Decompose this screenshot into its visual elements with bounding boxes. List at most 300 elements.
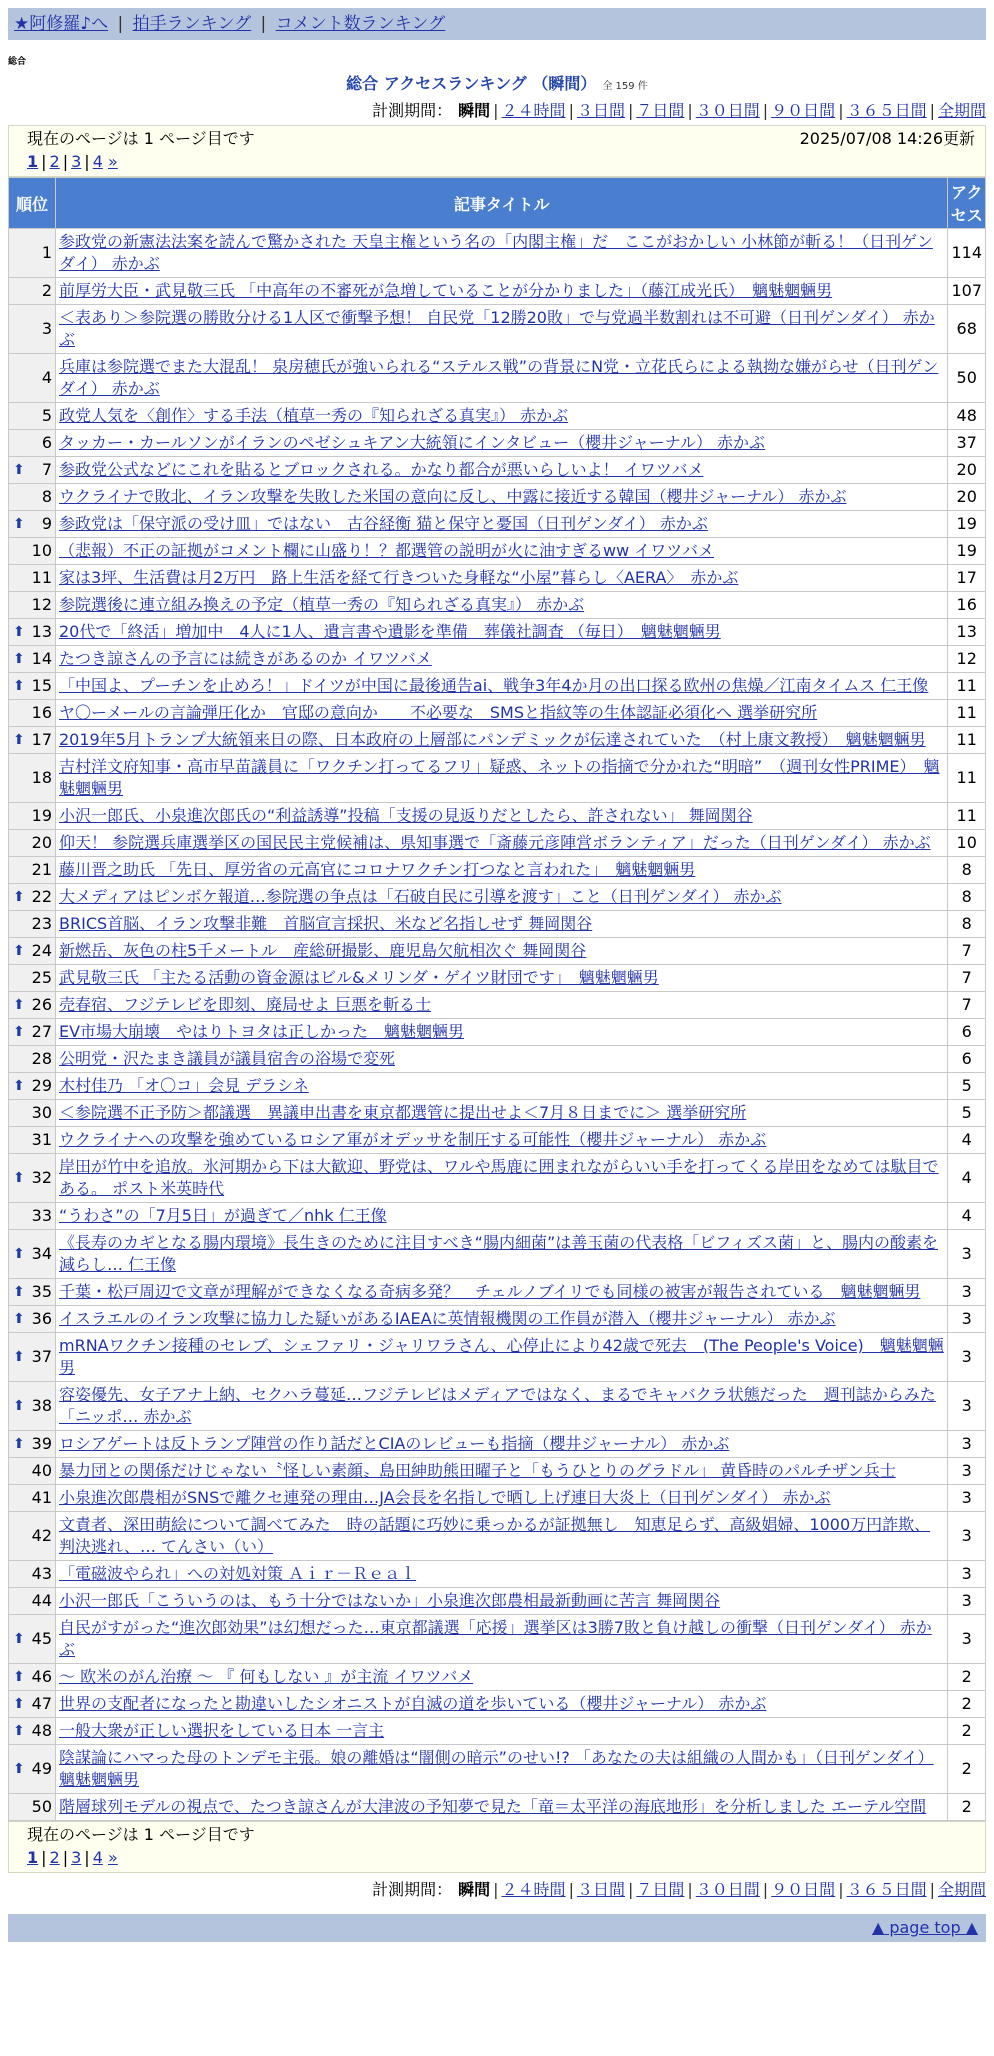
article-title-link[interactable]: 吉村洋文府知事・高市早苗議員に「ワクチン打ってるフリ」疑惑、ネットの指摘で分かれた“明暗” （週刊女性PRIME） 魑魅魍魎男	[59, 757, 940, 798]
article-title-link[interactable]: 陰謀論にハマった母のトンデモ主張。娘の離婚は“闇側の暗示”のせい!? 「あなたの夫は組織の人間かも」（日刊ゲンダイ）魑魅魍魎男	[59, 1748, 934, 1789]
article-title-link[interactable]: mRNAワクチン接種のセレブ、シェファリ・ジャリワラさん、心停止により42歳で死去 (The People's Voice) 魑魅魍魎男	[59, 1336, 944, 1377]
period-option-link[interactable]: ３０日間	[695, 101, 760, 120]
rank-cell	[9, 619, 56, 646]
rank-number: 35	[31, 1282, 52, 1301]
page-info-bottom	[8, 1821, 986, 1873]
rank-number: 7	[41, 460, 52, 479]
rank-number: 6	[41, 433, 52, 452]
rank-number: 37	[31, 1347, 52, 1366]
rank-cell	[9, 857, 56, 884]
rank-number: 3	[41, 319, 52, 338]
period-separator: |	[838, 1880, 844, 1899]
article-title-link[interactable]: タッカー・カールソンがイランのペゼシュキアン大統領にインタビュー（櫻井ジャーナル） 赤かぶ	[59, 433, 766, 452]
page-link-current[interactable]: 1	[27, 1848, 39, 1867]
rank-number: 29	[31, 1076, 52, 1095]
rank-number: 17	[31, 730, 52, 749]
access-count: 5	[948, 1100, 986, 1127]
article-title-link[interactable]: 家は3坪、生活費は月2万円 路上生活を経て行きついた身軽な“小屋”暮らし〈AERA〉 赤かぶ	[59, 568, 739, 587]
rank-cell	[9, 1718, 56, 1745]
title-cell	[56, 646, 948, 673]
rank-number: 43	[31, 1564, 52, 1583]
rank-number: 12	[31, 595, 52, 614]
access-count: 13	[948, 619, 986, 646]
access-count: 7	[948, 938, 986, 965]
rank-number: 40	[31, 1461, 52, 1480]
rank-number: 34	[31, 1244, 52, 1263]
rank-number: 41	[31, 1488, 52, 1507]
period-current: 瞬間	[458, 1880, 491, 1899]
period-option-link[interactable]: ９０日間	[771, 101, 836, 120]
period-options	[490, 1880, 986, 1899]
title-cell	[56, 592, 948, 619]
access-count: 7	[948, 965, 986, 992]
access-count: 2	[948, 1794, 986, 1821]
article-title-link[interactable]: ＜表あり＞参院選の勝敗分ける1人区で衝撃予想！ 自民党「12勝20敗」で与党過半数割れは不可避（日刊ゲンダイ） 赤かぶ	[59, 308, 935, 349]
rank-cell	[9, 1100, 56, 1127]
rank-cell	[9, 911, 56, 938]
table-row	[9, 1745, 986, 1794]
access-count: 2	[948, 1664, 986, 1691]
access-count: 8	[948, 911, 986, 938]
article-title-link[interactable]: ウクライナで敗北、イラン攻撃を失敗した米国の意向に反し、中露に接近する韓国（櫻井ジャーナル） 赤かぶ	[59, 487, 847, 506]
page-link-current[interactable]: 1	[27, 152, 39, 171]
up-arrow-icon: ⬆	[13, 462, 25, 478]
table-row	[9, 1664, 986, 1691]
title-cell	[56, 1203, 948, 1230]
article-title-link[interactable]: ウクライナへの攻撃を強めているロシア軍がオデッサを制圧する可能性（櫻井ジャーナル） 赤かぶ	[59, 1130, 767, 1149]
rank-cell	[9, 830, 56, 857]
table-row	[9, 1154, 986, 1203]
page-link[interactable]: 3	[71, 1848, 82, 1867]
table-row	[9, 1046, 986, 1073]
access-count: 4	[948, 1127, 986, 1154]
period-option-link[interactable]: ３６５日間	[846, 101, 927, 120]
rank-cell	[9, 354, 56, 403]
rank-number: 30	[31, 1103, 52, 1122]
article-title-link[interactable]: 売春宿、フジテレビを即刻、廃局せよ 巨悪を斬る士	[59, 995, 432, 1014]
access-count: 20	[948, 457, 986, 484]
table-row	[9, 565, 986, 592]
pager-separator: |	[84, 1848, 90, 1867]
title-cell	[56, 278, 948, 305]
access-count: 3	[948, 1512, 986, 1561]
ranking-table	[8, 177, 986, 1821]
access-count: 20	[948, 484, 986, 511]
article-title-link[interactable]: 参院選後に連立組み換えの予定（植草一秀の『知られざる真実』） 赤かぶ	[59, 595, 585, 614]
period-separator: |	[627, 1880, 634, 1899]
current-page-text: 現在のページは 1 ページ目です	[27, 1825, 255, 1844]
up-arrow-icon: ⬆	[13, 1349, 25, 1365]
title-cell	[56, 1279, 948, 1306]
rank-cell	[9, 646, 56, 673]
next-page-link[interactable]: »	[107, 152, 118, 171]
table-row	[9, 484, 986, 511]
access-count: 19	[948, 538, 986, 565]
title-cell	[56, 1333, 948, 1382]
title-cell	[56, 457, 948, 484]
rank-number: 1	[41, 243, 52, 262]
top-nav-bar	[8, 8, 986, 40]
access-count: 7	[948, 992, 986, 1019]
page-link[interactable]: 4	[92, 152, 103, 171]
up-arrow-icon: ⬆	[13, 624, 25, 640]
rank-cell	[9, 1073, 56, 1100]
table-row	[9, 911, 986, 938]
access-count: 19	[948, 511, 986, 538]
title-cell	[56, 1382, 948, 1431]
article-title-link[interactable]: 文責者、深田萌絵について調べてみた 時の話題に巧妙に乗っかるが証拠無し 知恵足らず、高級娼婦、1000万円詐欺、判決逃れ、… てんさい（い）	[59, 1515, 931, 1556]
article-title-link[interactable]: EV市場大崩壊 やはりトヨタは正しかった 魑魅魍魎男	[59, 1022, 465, 1041]
article-title-link[interactable]: 公明党・沢たまき議員が議員宿舎の浴場で変死	[59, 1049, 396, 1068]
rank-cell	[9, 1279, 56, 1306]
article-title-link[interactable]: 《長寿のカギとなる腸内環境》長生きのために注目すべき“腸内細菌”は善玉菌の代表格「ビフィズス菌」と、腸内の酸素を減らし… 仁王像	[59, 1233, 938, 1274]
article-title-link[interactable]: イスラエルのイラン攻撃に協力した疑いがあるIAEAに英情報機関の工作員が潜入（櫻井ジャーナル） 赤かぶ	[59, 1309, 836, 1328]
access-count: 3	[948, 1333, 986, 1382]
rank-cell	[9, 1127, 56, 1154]
table-row	[9, 1485, 986, 1512]
rank-cell	[9, 592, 56, 619]
access-count: 3	[948, 1279, 986, 1306]
pager-separator: |	[62, 1848, 69, 1867]
period-separator: |	[493, 101, 499, 120]
access-count: 3	[948, 1485, 986, 1512]
period-separator: |	[687, 101, 693, 120]
up-arrow-icon: ⬆	[13, 1284, 25, 1300]
period-option-link[interactable]: ７日間	[636, 1880, 685, 1899]
article-title-link[interactable]: （悲報）不正の証拠がコメント欄に山盛り！？都選管の説明が火に油すぎるww イワツバメ	[59, 541, 714, 560]
title-cell	[56, 403, 948, 430]
article-title-link[interactable]: 仰天！ 参院選兵庫選挙区の国民民主党候補は、県知事選で「斎藤元彦陣営ボランティア」だった（日刊ゲンダイ） 赤かぶ	[59, 833, 931, 852]
title-cell	[56, 484, 948, 511]
up-arrow-icon: ⬆	[13, 1398, 25, 1414]
rank-number: 27	[31, 1022, 52, 1041]
article-title-link[interactable]: ＜参院選不正予防＞都議選 異議申出書を東京都選管に提出せよ＜7月８日までに＞ 選挙研究所	[59, 1103, 747, 1122]
access-count: 12	[948, 646, 986, 673]
up-arrow-icon: ⬆	[13, 732, 25, 748]
rank-number: 36	[31, 1309, 52, 1328]
rank-number: 32	[31, 1168, 52, 1187]
nav-separator: |	[260, 14, 267, 34]
access-count: 3	[948, 1615, 986, 1664]
period-current: 瞬間	[458, 101, 491, 120]
article-title-link[interactable]: 新燃岳、灰色の柱5千メートル 産総研撮影、鹿児島欠航相次ぐ 舞岡関谷	[59, 941, 587, 960]
rank-cell	[9, 1230, 56, 1279]
article-title-link[interactable]: 参政党の新憲法法案を読んで驚かされた 天皇主権という名の「内閣主権」だ ここがおかしい 小林節が斬る！（日刊ゲンダイ） 赤かぶ	[59, 232, 933, 273]
access-count: 11	[948, 673, 986, 700]
article-title-link[interactable]: “うわさ”の「7月5日」が過ぎて／nhk 仁王像	[59, 1206, 387, 1225]
table-row	[9, 857, 986, 884]
title-cell	[56, 619, 948, 646]
article-title-link[interactable]: 木村佳乃 「オ〇コ」会見 デラシネ	[59, 1076, 309, 1095]
title-cell	[56, 430, 948, 457]
bottom-bar	[8, 1914, 986, 1942]
period-separator: |	[568, 1880, 574, 1899]
period-option-link[interactable]: ３０日間	[695, 1880, 760, 1899]
title-cell	[56, 1127, 948, 1154]
rank-cell	[9, 1382, 56, 1431]
table-row	[9, 354, 986, 403]
rank-number: 28	[31, 1049, 52, 1068]
up-arrow-icon: ⬆	[13, 1669, 25, 1685]
rank-cell	[9, 278, 56, 305]
access-count: 11	[948, 803, 986, 830]
table-row	[9, 803, 986, 830]
pager-separator: |	[41, 152, 47, 171]
article-title-link[interactable]: ～ 欧米のがん治療 ～ 『 何もしない 』が主流 イワツバメ	[59, 1667, 474, 1686]
rank-cell	[9, 1485, 56, 1512]
rank-number: 33	[31, 1206, 52, 1225]
rank-cell	[9, 938, 56, 965]
access-count: 3	[948, 1431, 986, 1458]
table-row	[9, 1100, 986, 1127]
article-title-link[interactable]: 容姿優先、女子アナ上納、セクハラ蔓延…フジテレビはメディアではなく、まるでキャバクラ状態だった 週刊誌からみた「ニッポ… 赤かぶ	[59, 1385, 936, 1426]
table-row	[9, 619, 986, 646]
access-count: 11	[948, 727, 986, 754]
article-title-link[interactable]: BRICS首脳、イラン攻撃非難 首脳宣言採択、米など名指しせず 舞岡関谷	[59, 914, 593, 933]
up-arrow-icon: ⬆	[13, 1246, 25, 1262]
access-count: 37	[948, 430, 986, 457]
title-cell	[56, 938, 948, 965]
table-row	[9, 403, 986, 430]
article-title-link[interactable]: 参政党は「保守派の受け皿」ではない 古谷経衡 猫と保守と憂国（日刊ゲンダイ） 赤かぶ	[59, 514, 708, 533]
table-row	[9, 1019, 986, 1046]
pager-separator: |	[84, 152, 90, 171]
up-arrow-icon: ⬆	[13, 1631, 25, 1647]
article-title-link[interactable]: 2019年5月トランプ大統領来日の際、日本政府の上層部にパンデミックが伝達されていた （村上康文教授） 魑魅魍魎男	[59, 730, 926, 749]
rank-cell	[9, 1745, 56, 1794]
page-link[interactable]: 2	[49, 152, 60, 171]
title-cell	[56, 1019, 948, 1046]
table-row	[9, 1691, 986, 1718]
access-count: 4	[948, 1203, 986, 1230]
access-count: 68	[948, 305, 986, 354]
access-count: 8	[948, 884, 986, 911]
table-row	[9, 1230, 986, 1279]
access-count: 6	[948, 1019, 986, 1046]
rank-cell	[9, 754, 56, 803]
article-title-link[interactable]: 自民がすがった“進次郎効果”は幻想だった…東京都議選「応援」選挙区は3勝7敗と負け越しの衝撃（日刊ゲンダイ） 赤かぶ	[59, 1618, 932, 1659]
table-row	[9, 1588, 986, 1615]
access-count: 11	[948, 754, 986, 803]
access-count: 107	[948, 278, 986, 305]
article-title-link[interactable]: 前厚労大臣・武見敬三氏 「中高年の不審死が急増していることが分かりました」（藤江成光氏） 魑魅魍魎男	[59, 281, 833, 300]
period-option-link[interactable]: ３６５日間	[846, 1880, 927, 1899]
period-separator: |	[687, 1880, 693, 1899]
rank-number: 38	[31, 1396, 52, 1415]
rank-number: 46	[31, 1667, 52, 1686]
up-arrow-icon: ⬆	[13, 997, 25, 1013]
page-top-link[interactable]: ▲ page top ▲	[871, 1918, 978, 1937]
table-row	[9, 1333, 986, 1382]
table-header-row	[9, 178, 986, 229]
title-cell	[56, 1306, 948, 1333]
rank-number: 39	[31, 1434, 52, 1453]
table-row	[9, 700, 986, 727]
page-link[interactable]: 3	[71, 152, 82, 171]
period-label: 計測期間：	[372, 1880, 453, 1899]
up-arrow-icon: ⬆	[13, 1723, 25, 1739]
up-arrow-icon: ⬆	[13, 1696, 25, 1712]
title-cell	[56, 1230, 948, 1279]
table-row	[9, 1073, 986, 1100]
title-cell	[56, 830, 948, 857]
rank-cell	[9, 1458, 56, 1485]
rank-number: 14	[31, 649, 52, 668]
page-link[interactable]: 2	[49, 1848, 60, 1867]
article-title-link[interactable]: 世界の支配者になったと勘違いしたシオニストが自滅の道を歩いている（櫻井ジャーナル） 赤かぶ	[59, 1694, 767, 1713]
table-row	[9, 1794, 986, 1821]
rank-number: 45	[31, 1629, 52, 1648]
rank-cell	[9, 457, 56, 484]
rank-cell	[9, 803, 56, 830]
article-title-link[interactable]: 一般大衆が正しい選択をしている日本 一言主	[59, 1721, 385, 1740]
rank-cell	[9, 229, 56, 278]
rank-cell	[9, 484, 56, 511]
title-cell	[56, 354, 948, 403]
title-cell	[56, 229, 948, 278]
rank-number: 15	[31, 676, 52, 695]
table-row	[9, 727, 986, 754]
period-option-link[interactable]: 全期間	[937, 101, 986, 120]
title-cell	[56, 1691, 948, 1718]
article-title-link[interactable]: ロシアゲートは反トランプ陣営の作り話だとCIAのレビューも指摘（櫻井ジャーナル） 赤かぶ	[59, 1434, 730, 1453]
rank-cell	[9, 403, 56, 430]
rank-cell	[9, 538, 56, 565]
article-title-link[interactable]: たつき諒さんの予言には続きがあるのか イワツバメ	[59, 649, 432, 668]
up-arrow-icon: ⬆	[13, 516, 25, 532]
article-title-link[interactable]: 大メディアはピンボケ報道…参院選の争点は「石破自民に引導を渡す」こと（日刊ゲンダイ） 赤かぶ	[59, 887, 782, 906]
rank-number: 2	[41, 281, 52, 300]
period-separator: |	[929, 101, 935, 120]
table-row	[9, 1512, 986, 1561]
article-title-link[interactable]: 階層球列モデルの視点で、たつき諒さんが大津波の予知夢で見た「竜＝太平洋の海底地形」を分析しました エーテル空間	[59, 1797, 927, 1816]
period-option-link[interactable]: ３日間	[576, 1880, 625, 1899]
rank-cell	[9, 1046, 56, 1073]
table-row	[9, 884, 986, 911]
table-row	[9, 511, 986, 538]
title-cell	[56, 1512, 948, 1561]
access-count: 8	[948, 857, 986, 884]
period-option-link[interactable]: ２４時間	[501, 101, 566, 120]
article-title-link[interactable]: 参政党公式などにこれを貼るとブロックされる。かなり都合が悪いらしいよ！ イワツバメ	[59, 460, 704, 479]
rank-cell	[9, 1512, 56, 1561]
title-cell	[56, 1100, 948, 1127]
next-page-link[interactable]: »	[107, 1848, 118, 1867]
period-option-link[interactable]: ９０日間	[771, 1880, 836, 1899]
period-option-link[interactable]: ７日間	[636, 101, 685, 120]
rank-cell	[9, 965, 56, 992]
rank-number: 13	[31, 622, 52, 641]
current-page-text: 現在のページは 1 ページ目です	[27, 129, 255, 148]
ranking-rows	[9, 229, 986, 1821]
clap-ranking-link[interactable]: 拍手ランキング	[132, 14, 252, 34]
article-title-link[interactable]: 藤川晋之助氏 「先日、厚労省の元高官にコロナワクチン打つなと言われた」 魑魅魍魎男	[59, 860, 696, 879]
home-link[interactable]: ★阿修羅♪へ	[14, 14, 109, 34]
rank-cell	[9, 1203, 56, 1230]
period-option-link[interactable]: ２４時間	[501, 1880, 566, 1899]
period-separator: |	[762, 101, 769, 120]
title-cell	[56, 1458, 948, 1485]
table-row	[9, 830, 986, 857]
article-title-link[interactable]: 小泉進次郎農相がSNSで離クセ連発の理由…JA会長を名指しで晒し上げ連日大炎上（日刊ゲンダイ） 赤かぶ	[59, 1488, 831, 1507]
article-title-link[interactable]: 「電磁波やられ」への対処対策 Ａｉｒ－Ｒｅａｌ	[59, 1564, 417, 1583]
title-cell	[56, 1561, 948, 1588]
period-separator: |	[762, 1880, 769, 1899]
total-count: 全 159 件	[602, 81, 648, 92]
table-row	[9, 592, 986, 619]
page-link[interactable]: 4	[92, 1848, 103, 1867]
rank-number: 16	[31, 703, 52, 722]
rank-cell	[9, 1615, 56, 1664]
rank-cell	[9, 1154, 56, 1203]
rank-number: 9	[41, 514, 52, 533]
period-selector-bottom	[8, 1877, 986, 1900]
rank-number: 20	[31, 833, 52, 852]
title-cell	[56, 511, 948, 538]
title-cell	[56, 857, 948, 884]
up-arrow-icon: ⬆	[13, 943, 25, 959]
access-count: 3	[948, 1382, 986, 1431]
rank-number: 24	[31, 941, 52, 960]
rank-cell	[9, 1794, 56, 1821]
comment-ranking-link[interactable]: コメント数ランキング	[275, 14, 446, 34]
rank-number: 8	[41, 487, 52, 506]
table-row	[9, 673, 986, 700]
period-option-link[interactable]: ３日間	[576, 101, 625, 120]
table-row	[9, 938, 986, 965]
section-tag: 総合	[8, 57, 27, 67]
access-count: 6	[948, 1046, 986, 1073]
access-count: 3	[948, 1306, 986, 1333]
access-count: 2	[948, 1691, 986, 1718]
article-title-link[interactable]: 20代で「終活」増加中 4人に1人、遺言書や遺影を準備 葬儀社調査 （毎日） 魑魅魍魎男	[59, 622, 721, 641]
nav-separator: |	[117, 14, 124, 34]
rank-number: 25	[31, 968, 52, 987]
access-count: 3	[948, 1458, 986, 1485]
article-title-link[interactable]: 武見敬三氏 「主たる活動の資金源はビル&メリンダ・ゲイツ財団です」 魑魅魍魎男	[59, 968, 659, 987]
title-cell	[56, 1431, 948, 1458]
rank-number: 42	[31, 1526, 52, 1545]
article-title-link[interactable]: 岸田が竹中を追放。氷河期から下は大歓迎、野党は、ワルや馬鹿に囲まれながらいい手を打ってくる岸田をなめては駄目である。 ポスト米英時代	[59, 1157, 939, 1198]
article-title-link[interactable]: 小沢一郎氏「こういうのは、もう十分ではないか」小泉進次郎農相最新動画に苦言 舞岡関谷	[59, 1591, 721, 1610]
article-title-link[interactable]: 小沢一郎氏、小泉進次郎氏の“利益誘導”投稿「支援の見返りだとしたら、許されない」 舞岡関谷	[59, 806, 753, 825]
pagination-top	[27, 150, 975, 174]
article-title-link[interactable]: 政党人気を〈創作〉する手法（植草一秀の『知られざる真実』） 赤かぶ	[59, 406, 569, 425]
rank-cell	[9, 1664, 56, 1691]
rank-number: 21	[31, 860, 52, 879]
title-cell	[56, 965, 948, 992]
up-arrow-icon: ⬆	[13, 1311, 25, 1327]
article-title-link[interactable]: ヤ〇ーメールの言論弾圧化か 官邸の意向か 不必要な SMSと指紋等の生体認証必須化へ 選挙研究所	[59, 703, 818, 722]
rank-number: 44	[31, 1591, 52, 1610]
rank-number: 22	[31, 887, 52, 906]
table-row	[9, 1718, 986, 1745]
access-count: 11	[948, 700, 986, 727]
title-cell	[56, 1588, 948, 1615]
table-row	[9, 646, 986, 673]
article-title-link[interactable]: 千葉・松戸周辺で文章が理解ができなくなる奇病多発？ チェルノブイリでも同様の被害が報告されている 魑魅魍魎男	[59, 1282, 921, 1301]
col-rank-header: 順位	[9, 178, 56, 229]
title-cell	[56, 803, 948, 830]
title-cell	[56, 1154, 948, 1203]
period-option-link[interactable]: 全期間	[937, 1880, 986, 1899]
up-arrow-icon: ⬆	[13, 651, 25, 667]
article-title-link[interactable]: 「中国よ、プーチンを止めろ！」ドイツが中国に最後通告ai、戦争3年4か月の出口探る欧州の焦燥／江南タイムス 仁王像	[59, 676, 929, 695]
article-title-link[interactable]: 兵庫は参院選でまた大混乱！ 泉房穂氏が強いられる“ステルス戦”の背景にN党・立花氏らによる執拗な嫌がらせ（日刊ゲンダイ） 赤かぶ	[59, 357, 939, 398]
article-title-link[interactable]: 暴力団との関係だけじゃない〝怪しい素顔〟島田紳助熊田曜子と「もうひとりのグラドル」 黄昏時のパルチザン兵士	[59, 1461, 896, 1480]
table-row	[9, 965, 986, 992]
title-cell	[56, 754, 948, 803]
